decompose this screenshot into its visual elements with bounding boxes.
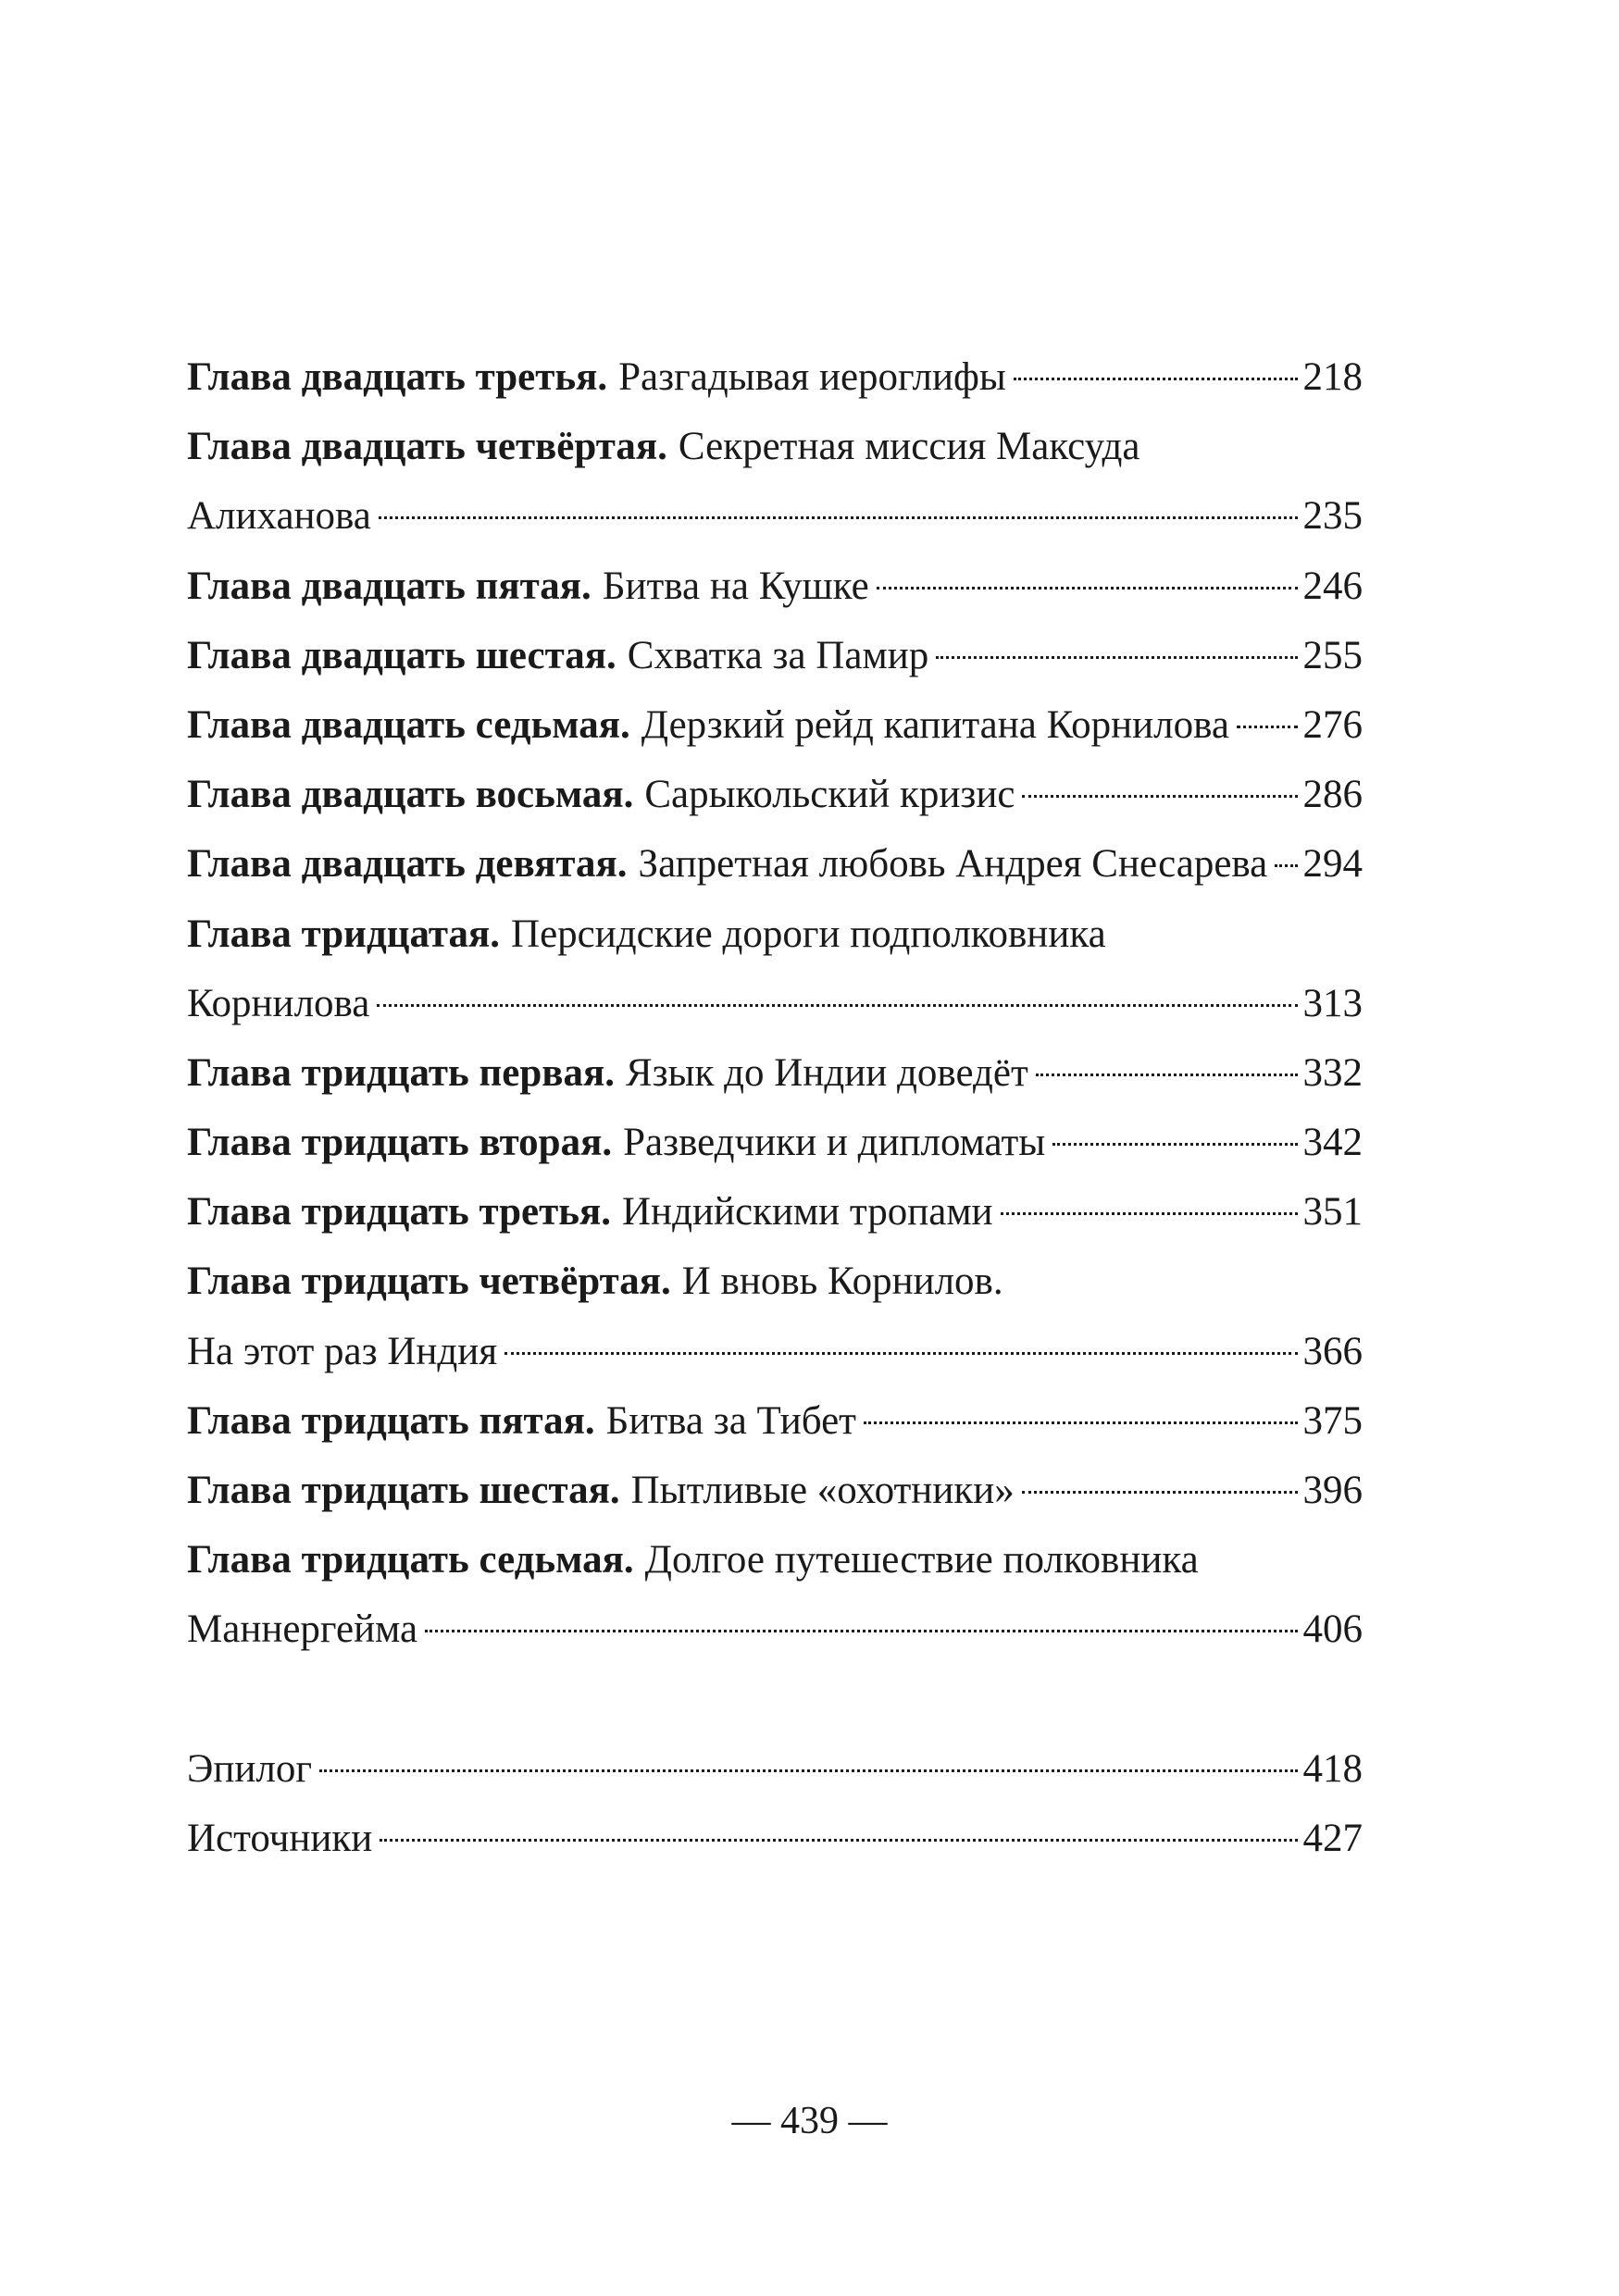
page-ref: 276 [1302,702,1363,747]
chapter-number: Глава тридцатая. [187,912,501,956]
toc-entry [187,829,1363,899]
page-ref: 286 [1302,773,1363,817]
chapter-number: Глава тридцать третья. [187,1190,611,1235]
section-title: Источники [187,1816,373,1860]
chapter-title-continued: Алиханова [187,494,371,539]
chapter-number: Глава тридцать седьмая. [187,1538,634,1582]
chapter-title: Разведчики и дипломаты [623,1121,1046,1165]
page-ref: 351 [1302,1190,1363,1235]
page-ref: 427 [1302,1816,1363,1860]
dot-leader [379,516,1298,519]
chapter-title: И вновь Корнилов. [681,1260,1003,1304]
toc-entry [187,1177,1363,1247]
chapter-title: Битва на Кушке [602,564,869,608]
chapter-number: Глава тридцать пятая. [187,1398,595,1443]
chapter-number: Глава двадцать девятая. [187,842,628,887]
chapter-title: Индийскими тропами [622,1190,993,1235]
chapter-title: Схватка за Памир [627,633,929,677]
page-ref: 342 [1302,1121,1363,1165]
toc-entry [187,900,1363,969]
page-ref: 294 [1302,842,1363,887]
chapter-number: Глава тридцать первая. [187,1050,615,1095]
dot-leader [380,1839,1297,1842]
chapter-number: Глава тридцать четвёртая. [187,1260,671,1304]
page-ref: 332 [1302,1050,1363,1095]
dot-leader [425,1630,1297,1632]
toc-entry-continuation [187,1317,1363,1386]
toc-entry [187,1247,1363,1316]
page-ref: 218 [1302,355,1363,399]
chapter-title: Секретная миссия Максуда [678,425,1140,469]
chapter-number: Глава двадцать пятая. [187,564,592,608]
chapter-title: Сарыкольский кризис [644,773,1015,817]
dot-leader [319,1769,1297,1772]
section-spacer [187,1665,1363,1734]
page-ref: 375 [1302,1398,1363,1443]
toc-entry [187,412,1363,481]
chapter-number: Глава двадцать четвёртая. [187,425,667,469]
dot-leader [1275,864,1297,867]
page-ref: 418 [1302,1746,1363,1791]
page-ref: 396 [1302,1469,1363,1512]
chapter-title-continued: Маннергейма [187,1607,418,1652]
dot-leader [1022,795,1297,798]
toc-entry-epilogue [187,1734,1363,1804]
toc-entry [187,621,1363,690]
dot-leader [1014,378,1298,380]
toc-entry [187,342,1363,412]
section-title: Эпилог [187,1746,313,1791]
chapter-number: Глава двадцать шестая. [187,633,616,677]
chapter-number: Глава двадцать третья. [187,355,608,399]
toc-entry [187,760,1363,829]
dot-leader [1052,1143,1297,1146]
toc-entry [187,690,1363,760]
page-ref: 366 [1302,1329,1363,1373]
chapter-title: Битва за Тибет [605,1398,856,1443]
chapter-title-continued: Корнилова [187,981,370,1025]
chapter-title: Пытливые «охотники» [630,1469,1015,1512]
page-ref: 255 [1302,633,1363,677]
chapter-number: Глава тридцать вторая. [187,1121,613,1165]
toc-entry [187,1386,1363,1456]
page-ref: 235 [1302,494,1363,539]
chapter-number: Глава двадцать седьмая. [187,702,630,747]
toc-entry [187,552,1363,621]
chapter-title: Запретная любовь Андрея Снесарева [638,842,1268,887]
toc-entry-continuation [187,481,1363,551]
chapter-title: Долгое путешествие полковника [644,1538,1199,1582]
chapter-title: Язык до Индии доведёт [625,1050,1028,1095]
page-ref: 406 [1302,1607,1363,1652]
toc-entry-continuation [187,1595,1363,1664]
dot-leader [377,1004,1297,1007]
page-ref: 246 [1302,564,1363,608]
table-of-contents [187,342,1363,1873]
dot-leader [1036,1074,1298,1076]
dot-leader [877,587,1298,590]
page-ref: 313 [1302,981,1363,1025]
dot-leader [1237,726,1298,728]
page-number: — 439 — [731,2100,888,2142]
dot-leader [1001,1212,1298,1215]
dot-leader [936,656,1297,659]
toc-entry [187,1525,1363,1595]
toc-entry [187,1108,1363,1177]
chapter-title: Дерзкий рейд капитана Корнилова [641,702,1229,747]
dot-leader [504,1352,1297,1355]
chapter-number: Глава тридцать шестая. [187,1469,620,1512]
toc-entry [187,1456,1363,1525]
toc-entry-continuation [187,969,1363,1038]
toc-entry [187,1038,1363,1108]
dot-leader [1022,1491,1298,1494]
chapter-title-continued: На этот раз Индия [187,1329,498,1373]
dot-leader [864,1421,1298,1424]
chapter-title: Персидские дороги подполковника [511,912,1106,956]
chapter-title: Разгадывая иероглифы [618,355,1006,399]
toc-entry-sources [187,1804,1363,1873]
chapter-number: Глава двадцать восьмая. [187,773,634,817]
